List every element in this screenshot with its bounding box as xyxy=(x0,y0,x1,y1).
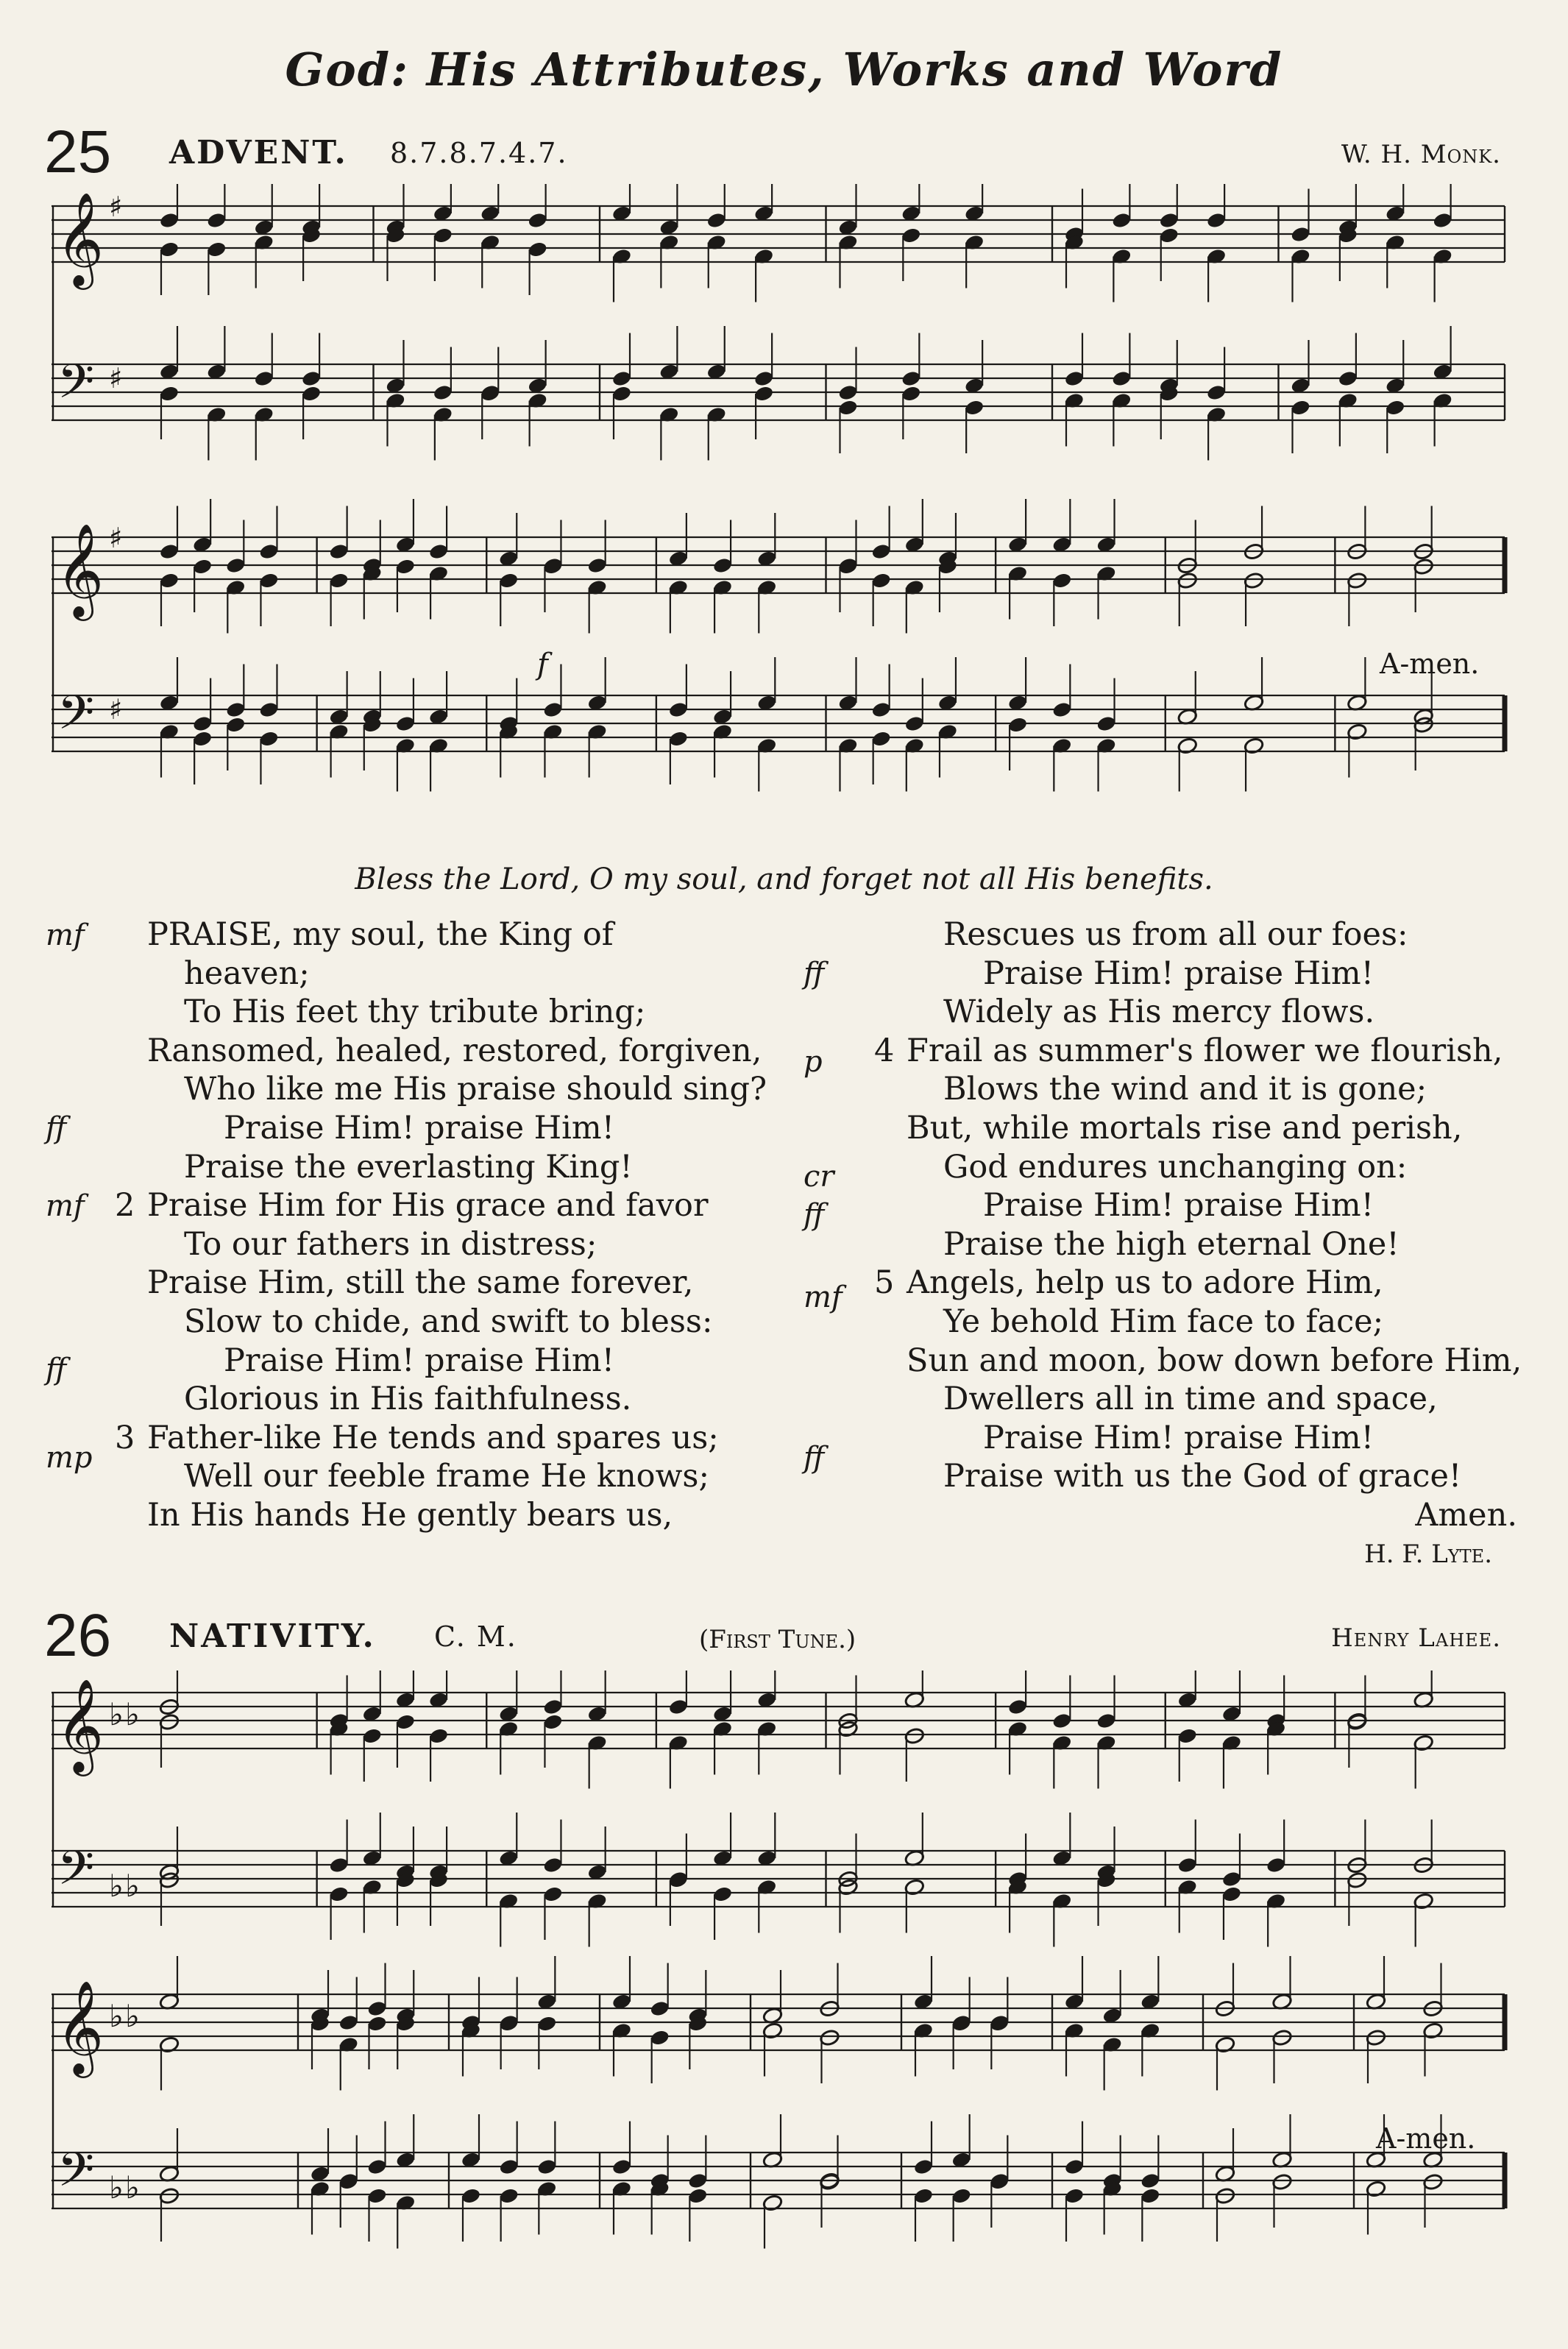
dynamic-mark: ff xyxy=(803,957,825,991)
amen-text: Amen. xyxy=(1415,1496,1517,1534)
verse-line: 2 Praise Him for His grace and favor xyxy=(115,1187,709,1225)
composer: Henry Lahee. xyxy=(1331,1623,1501,1653)
bass-clef: 𝄢 xyxy=(57,1841,95,1907)
flat-sign: ♭ xyxy=(125,1998,140,2034)
verse-line: To our fathers in distress; xyxy=(184,1225,597,1263)
flat-sign: ♭ xyxy=(125,1868,140,1904)
flat-sign: ♭ xyxy=(109,1998,124,2034)
dynamic-mark: mf xyxy=(803,1280,842,1314)
stanza-number: 4 xyxy=(874,1032,895,1069)
hymn-26-header xyxy=(44,1601,1501,1668)
hymn-number: 26 xyxy=(44,1602,112,1669)
verse-line: Slow to chide, and swift to bless: xyxy=(184,1303,713,1340)
verse-line: heaven; xyxy=(184,954,310,992)
treble-clef: 𝄞 xyxy=(56,191,104,286)
tune-name: ADVENT. xyxy=(169,134,348,171)
verse-line: But, while mortals rise and perish, xyxy=(907,1109,1463,1147)
verse-line: Praise the everlasting King! xyxy=(184,1148,633,1186)
dynamic-mark: mf xyxy=(46,1189,85,1223)
verse-line: 5 Angels, help us to adore Him, xyxy=(874,1264,1383,1302)
verse-line: Praise Him! praise Him! xyxy=(224,1109,614,1147)
verse-line: Who like me His praise should sing? xyxy=(184,1071,767,1108)
sharp-sign: ♯ xyxy=(109,362,123,394)
verse-line: Blows the wind and it is gone; xyxy=(943,1071,1427,1108)
verse-column-left xyxy=(115,915,780,1535)
dynamic-mark: mp xyxy=(46,1441,93,1475)
hymn-26-score xyxy=(52,1670,1516,2333)
flat-sign: ♭ xyxy=(125,2169,140,2205)
verse-line: In His hands He gently bears us, xyxy=(147,1496,673,1534)
treble-clef: 𝄞 xyxy=(56,522,104,617)
composer: W. H. Monk. xyxy=(1341,140,1501,169)
dynamic-mark: ff xyxy=(46,1111,67,1145)
tune-name: NATIVITY. xyxy=(169,1618,376,1655)
verse-line: Praise Him! praise Him! xyxy=(983,954,1374,992)
verse-line: Praise Him! praise Him! xyxy=(983,1419,1374,1456)
sharp-sign: ♯ xyxy=(109,522,123,554)
dynamic-mark: ff xyxy=(803,1441,825,1475)
meter: C. M. xyxy=(434,1620,517,1653)
sharp-sign: ♯ xyxy=(109,191,123,223)
treble-clef: 𝄞 xyxy=(56,1678,104,1772)
verse-line: Ransomed, healed, restored, forgiven, xyxy=(147,1032,762,1069)
bass-clef: 𝄢 xyxy=(57,2143,95,2209)
dynamic-mark: ff xyxy=(803,1198,825,1232)
verse-line: Sun and moon, bow down before Him, xyxy=(907,1342,1522,1379)
verse-line: Widely as His mercy flows. xyxy=(943,993,1375,1031)
sharp-sign: ♯ xyxy=(109,693,123,726)
author: H. F. Lyte. xyxy=(1364,1539,1492,1569)
flat-sign: ♭ xyxy=(125,1696,140,1732)
first-tune-label: (First Tune.) xyxy=(699,1625,856,1654)
amen-label: A-men. xyxy=(1376,2122,1476,2155)
stanza-number: 2 xyxy=(115,1187,135,1225)
dynamic-mark: p xyxy=(803,1045,823,1079)
dynamic-mark: mf xyxy=(46,918,85,952)
page-title: God: His Attributes, Works and Word xyxy=(285,43,1283,96)
verse-line: Ye behold Him face to face; xyxy=(943,1303,1384,1340)
verse-line: Dwellers all in time and space, xyxy=(943,1381,1438,1418)
meter: 8.7.8.7.4.7. xyxy=(390,137,568,169)
verse-line: Glorious in His faithfulness. xyxy=(184,1381,632,1418)
verse-line: 4 Frail as summer's flower we flourish, xyxy=(874,1032,1503,1069)
verse-line: Praise Him! praise Him! xyxy=(224,1342,614,1379)
verse-line: To His feet thy tribute bring; xyxy=(184,993,646,1031)
verse-line: Praise Him! praise Him! xyxy=(983,1187,1374,1225)
dynamic-mark: ff xyxy=(46,1353,67,1386)
flat-sign: ♭ xyxy=(109,2169,124,2205)
verse-line: 3 Father-like He tends and spares us; xyxy=(115,1419,719,1456)
verse-column-right xyxy=(874,915,1539,1573)
verse-line: PRAISE, my soul, the King of xyxy=(147,916,614,953)
verse-line: Praise Him, still the same forever, xyxy=(147,1264,694,1302)
dynamic-mark: cr xyxy=(803,1160,834,1194)
treble-clef: 𝄞 xyxy=(56,1980,104,2074)
stanza-number: 5 xyxy=(874,1264,895,1302)
bass-clef: 𝄢 xyxy=(57,355,95,421)
epigraph: Bless the Lord, O my soul, and forget not all His benefits. xyxy=(355,862,1213,896)
verse-line: Praise the high eternal One! xyxy=(943,1225,1400,1263)
flat-sign: ♭ xyxy=(109,1868,124,1904)
hymn-25-score xyxy=(52,184,1516,846)
verse-line: Rescues us from all our foes: xyxy=(943,916,1408,953)
bass-clef: 𝄢 xyxy=(57,686,95,752)
hymn-number: 25 xyxy=(44,118,112,185)
verse-line: God endures unchanging on: xyxy=(943,1148,1408,1186)
flat-sign: ♭ xyxy=(109,1696,124,1732)
dynamic-forte: f xyxy=(537,648,548,681)
amen-label: A-men. xyxy=(1380,648,1480,680)
stanza-number: 3 xyxy=(115,1419,135,1456)
verse-line: Well our feeble frame He knows; xyxy=(184,1458,709,1495)
hymn-25-header xyxy=(44,118,1501,184)
verse-line: Praise with us the God of grace! xyxy=(943,1458,1462,1495)
